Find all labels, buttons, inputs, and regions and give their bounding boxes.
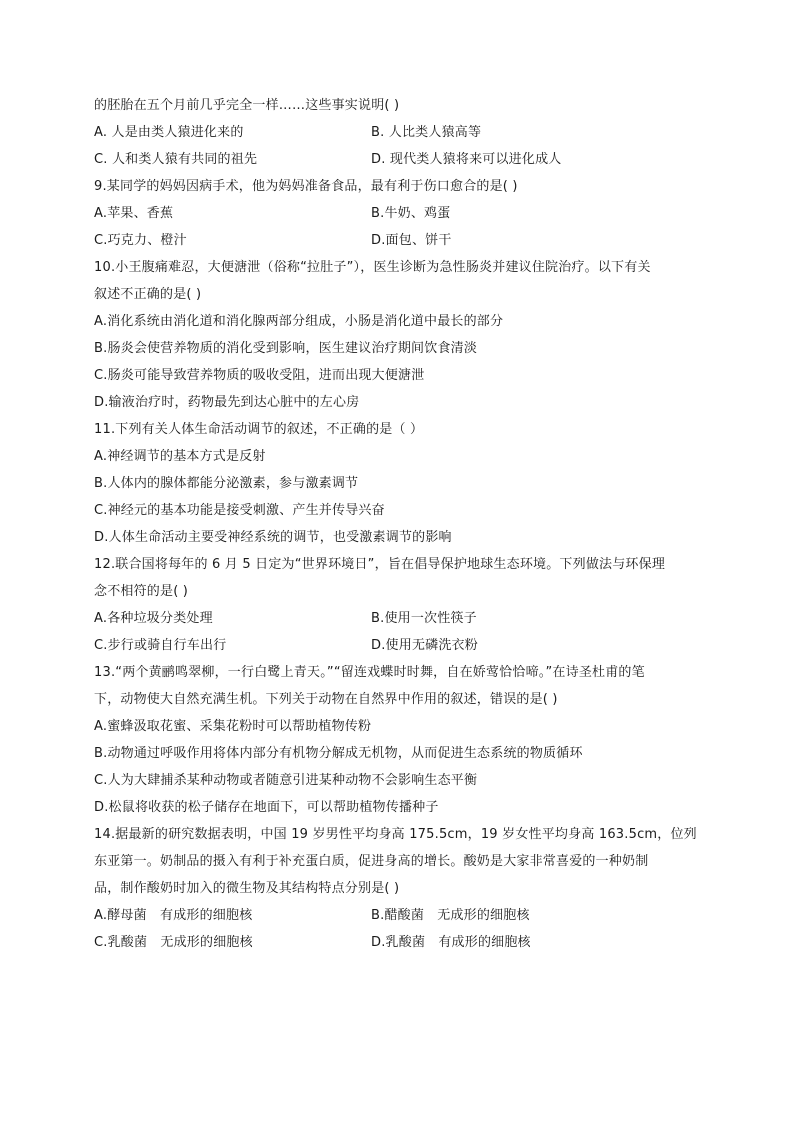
question-8-option-a: A. 人是由类人猿进化来的 [94, 125, 244, 140]
question-14-option-a: A.酵母菌 有成形的细胞核 [94, 908, 253, 923]
question-11-stem: 11.下列有关人体生命活动调节的叙述，不正确的是（ ） [94, 422, 424, 437]
question-10-option-b: B.肠炎会使营养物质的消化受到影响，医生建议治疗期间饮食清淡 [94, 341, 478, 356]
question-12-stem-line-2: 念不相符的是( ) [94, 584, 189, 599]
question-8-option-c: C. 人和类人猿有共同的祖先 [94, 152, 258, 167]
question-14-stem-line-3: 品，制作酸奶时加入的微生物及其结构特点分别是( ) [94, 881, 400, 896]
question-13 [94, 659, 694, 821]
question-13-option-a: A.蜜蜂汲取花蜜、采集花粉时可以帮助植物传粉 [94, 719, 372, 734]
question-13-option-b: B.动物通过呼吸作用将体内部分有机物分解成无机物，从而促进生态系统的物质循环 [94, 746, 583, 761]
question-13-stem-line-1: 13.“两个黄鹂鸣翠柳，一行白鹭上青天。”“留连戏蝶时时舞，自在娇莺恰恰啼。”在诗圣杜甫的笔 [94, 665, 645, 680]
question-13-option-c: C.人为大肆捕杀某种动物或者随意引进某种动物不会影响生态平衡 [94, 773, 478, 788]
question-12-option-c: C.步行或骑自行车出行 [94, 638, 227, 653]
question-8-stem: 的胚胎在五个月前几乎完全一样……这些事实说明( ) [94, 98, 400, 113]
question-14-stem-line-1: 14.据最新的研究数据表明，中国 19 岁男性平均身高 175.5cm，19 岁女性平均身高 163.5cm，位列 [94, 827, 697, 842]
question-8 [94, 92, 694, 173]
question-10-stem-line-2: 叙述不正确的是( ) [94, 287, 202, 302]
question-9-options-row-2 [94, 227, 694, 254]
question-9-options-row-1 [94, 200, 694, 227]
question-11 [94, 416, 694, 551]
question-8-option-b: B. 人比类人猿高等 [371, 125, 482, 140]
question-14-option-d: D.乳酸菌 有成形的细胞核 [371, 935, 531, 950]
question-8-options-row-2 [94, 146, 694, 173]
question-10-option-c: C.肠炎可能导致营养物质的吸收受阻，进而出现大便溏泄 [94, 368, 425, 383]
question-12-options-row-1 [94, 605, 694, 632]
question-9-option-a: A.苹果、香蕉 [94, 206, 174, 221]
question-10-option-a: A.消化系统由消化道和消化腺两部分组成，小肠是消化道中最长的部分 [94, 314, 504, 329]
question-12 [94, 551, 694, 659]
question-13-option-d: D.松鼠将收获的松子储存在地面下，可以帮助植物传播种子 [94, 800, 439, 815]
question-14-option-c: C.乳酸菌 无成形的细胞核 [94, 935, 253, 950]
question-9-option-b: B.牛奶、鸡蛋 [371, 206, 451, 221]
question-14-options-row-1 [94, 902, 694, 929]
exam-page-content [94, 92, 697, 956]
question-9-stem: 9.某同学的妈妈因病手术，他为妈妈准备食品，最有利于伤口愈合的是( ) [94, 179, 518, 194]
question-9-option-d: D.面包、饼干 [371, 233, 452, 248]
question-9 [94, 173, 694, 254]
question-12-option-a: A.各种垃圾分类处理 [94, 611, 213, 626]
question-11-option-b: B.人体内的腺体都能分泌激素，参与激素调节 [94, 476, 359, 491]
question-13-stem-line-2: 下，动物使大自然充满生机。下列关于动物在自然界中作用的叙述，错误的是( ) [94, 692, 558, 707]
question-10 [94, 254, 694, 416]
question-14-option-b: B.醋酸菌 无成形的细胞核 [371, 908, 530, 923]
question-11-option-a: A.神经调节的基本方式是反射 [94, 449, 266, 464]
question-14-stem-line-2: 东亚第一。奶制品的摄入有利于补充蛋白质，促进身高的增长。酸奶是大家非常喜爱的一种奶制 [94, 854, 649, 869]
question-14-options-row-2 [94, 929, 694, 956]
question-11-option-d: D.人体生命活动主要受神经系统的调节，也受激素调节的影响 [94, 530, 452, 545]
question-12-stem-line-1: 12.联合国将每年的 6 月 5 日定为“世界环境日”，旨在倡导保护地球生态环境。下列做法与环保理 [94, 557, 666, 572]
question-10-option-d: D.输液治疗时，药物最先到达心脏中的左心房 [94, 395, 360, 410]
question-8-options-row-1 [94, 119, 694, 146]
question-8-option-d: D. 现代类人猿将来可以进化成人 [371, 152, 562, 167]
question-9-option-c: C.巧克力、橙汁 [94, 233, 187, 248]
question-12-option-b: B.使用一次性筷子 [371, 611, 477, 626]
question-11-option-c: C.神经元的基本功能是接受刺激、产生并传导兴奋 [94, 503, 385, 518]
question-14 [94, 821, 697, 956]
question-12-option-d: D.使用无磷洗衣粉 [371, 638, 478, 653]
question-10-stem-line-1: 10.小王腹痛难忍，大便溏泄（俗称“拉肚子”），医生诊断为急性肠炎并建议住院治疗。以下有关 [94, 260, 651, 275]
question-12-options-row-2 [94, 632, 694, 659]
